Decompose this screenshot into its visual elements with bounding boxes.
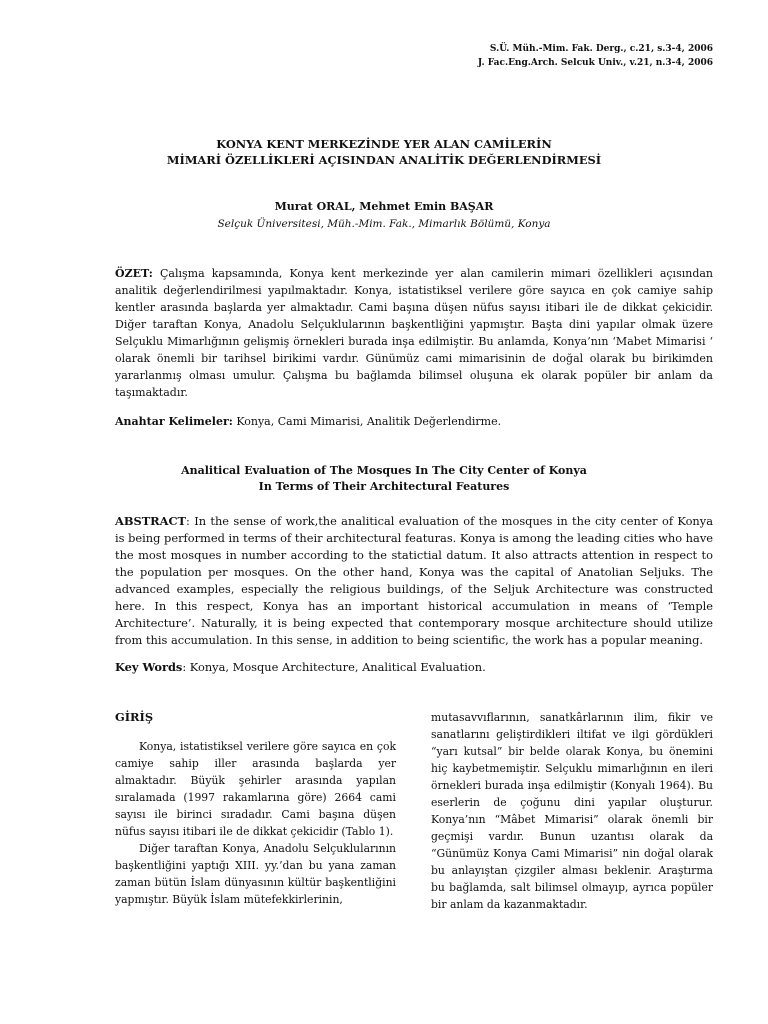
giris-left-column (115, 709, 396, 908)
ozet-text: Çalışma kapsamında, Konya kent merkezinde yer alan camilerin mimari özellikleri açısından analitik değerlendirilmesi yapılmaktadır. Konya, istatistiksel verilere göre sayıca en çok camiye sahip kentler arasında başlarda yer almaktadır. Cami başına düşen nüfus sayısı itibari ile de dikkat çekicidir. Diğer taraftan Konya, Anadolu Selçuklularının başkentliğini yapmıştır. Başta dini yapılar olmak üzere Selçuklu Mimarlığının gelişmiş örnekleri burada inşa edilmiştir. Bu anlamda, Konya’nın ‘Mabet Mimarisi ‘ olarak önemli bir tarihsel birikimi vardır. Günümüz cami mimarisinin de doğal olarak bu birikimden yararlanmış olması umulur. Çalışma bu bağlamda bilimsel oluşuna ek olarak popüler bir anlam da taşımaktadır. (115, 267, 713, 399)
paper-title (0, 136, 768, 168)
giris-right-column (431, 709, 713, 913)
english-title (0, 463, 768, 495)
english-title-line2: In Terms of Their Architectural Features (258, 480, 510, 493)
giris-paragraph-2: Diğer taraftan Konya, Anadolu Selçuklularının başkentliğini yaptığı XIII. yy.’dan bu yana zaman zaman bütün İslam dünyasının kültür başkentliğini yapmıştır. Büyük İslam mütefekkirlerinin, (115, 842, 396, 906)
keywords-tr-text: Konya, Cami Mimarisi, Analitik Değerlendirme. (232, 415, 502, 428)
author-affiliation: Selçuk Üniversitesi, Müh.-Mim. Fak., Mimarlık Bölümü, Konya (217, 218, 551, 230)
keywords-tr-section (115, 413, 713, 430)
keywords-en-text: : Konya, Mosque Architecture, Analitical Evaluation. (182, 660, 486, 674)
paper-title-line2: MİMARİ ÖZELLİKLERİ AÇISINDAN ANALİTİK DEĞERLENDİRMESİ (166, 153, 602, 167)
keywords-tr-label: Anahtar Kelimeler: (115, 415, 233, 428)
abstract-section (115, 513, 713, 649)
journal-citation-tr: S.Ü. Müh.-Mim. Fak. Derg., c.21, s.3-4, 2006 (489, 44, 713, 54)
paper-title-line1: KONYA KENT MERKEZİNDE YER ALAN CAMİLERİN (216, 137, 552, 151)
ozet-section (115, 265, 713, 401)
abstract-text: : In the sense of work,the analitical evaluation of the mosques in the city center of Konya is being performed in terms of their architectural featuras. Konya is among the leading cities who have the most mosques in number according to the statictial datum. It also attracts attention in respect to the population per mosques. On the other hand, Konya was the capital of Anatolian Seljuks. The advanced examples, especially the religious buildings, of the Seljuk Architecture was constructed here. In this respect, Konya has an important historical accumulation in means of ‘Temple Architecture’. Naturally, it is being expected that contemporary mosque architecture should utilize from this accumulation. In this sense, in addition to being scientific, the work has a popular meaning. (115, 514, 713, 647)
keywords-en-label: Key Words (115, 660, 183, 674)
giris-heading: GİRİŞ (115, 710, 154, 724)
journal-citation-en: J. Fac.Eng.Arch. Selcuk Univ., v.21, n.3-4, 2006 (477, 58, 713, 68)
journal-citation (478, 42, 713, 70)
author-list: Murat ORAL, Mehmet Emin BAŞAR (274, 200, 494, 213)
english-title-line1: Analitical Evaluation of The Mosques In The City Center of Konya (181, 464, 587, 477)
giris-paragraph-1: Konya, istatistiksel verilere göre sayıca en çok camiye sahip iller arasında başlarda yer almaktadır. Büyük şehirler arasında yapılan sıralamada (1997 rakamlarına göre) 2664 cami sayısı ile birinci sıradadır. Cami başına düşen nüfus sayısı itibari ile de dikkat çekicidir (Tablo 1). (115, 740, 396, 838)
keywords-en-section (115, 659, 713, 676)
giris-paragraph-continued: mutasavvıflarının, sanatkârlarının ilim, fikir ve sanatlarını geliştirdikleri iltifat ve ilgi gördükleri “yarı kutsal” bir belde olarak Konya, bu önemini hiç kaybetmemiştir. Selçuklu mimarlığının en ileri örnekleri burada inşa edilmiştir (Konyalı 1964). Bu eserlerin de çoğunu dini yapılar oluşturur. Konya’nın “Mâbet Mimarisi” olarak önemli bir geçmişi vardır. Bunun uzantısı olarak da “Günümüz Konya Cami Mimarisi” nin doğal olarak bu anlayıştan çizgiler alması beklenir. Araştırma bu bağlamda, salt bilimsel olmayıp, ayrıca popüler bir anlam da kazanmaktadır. (431, 711, 713, 911)
abstract-label: ABSTRACT (115, 514, 187, 528)
ozet-label: ÖZET: (115, 267, 153, 280)
